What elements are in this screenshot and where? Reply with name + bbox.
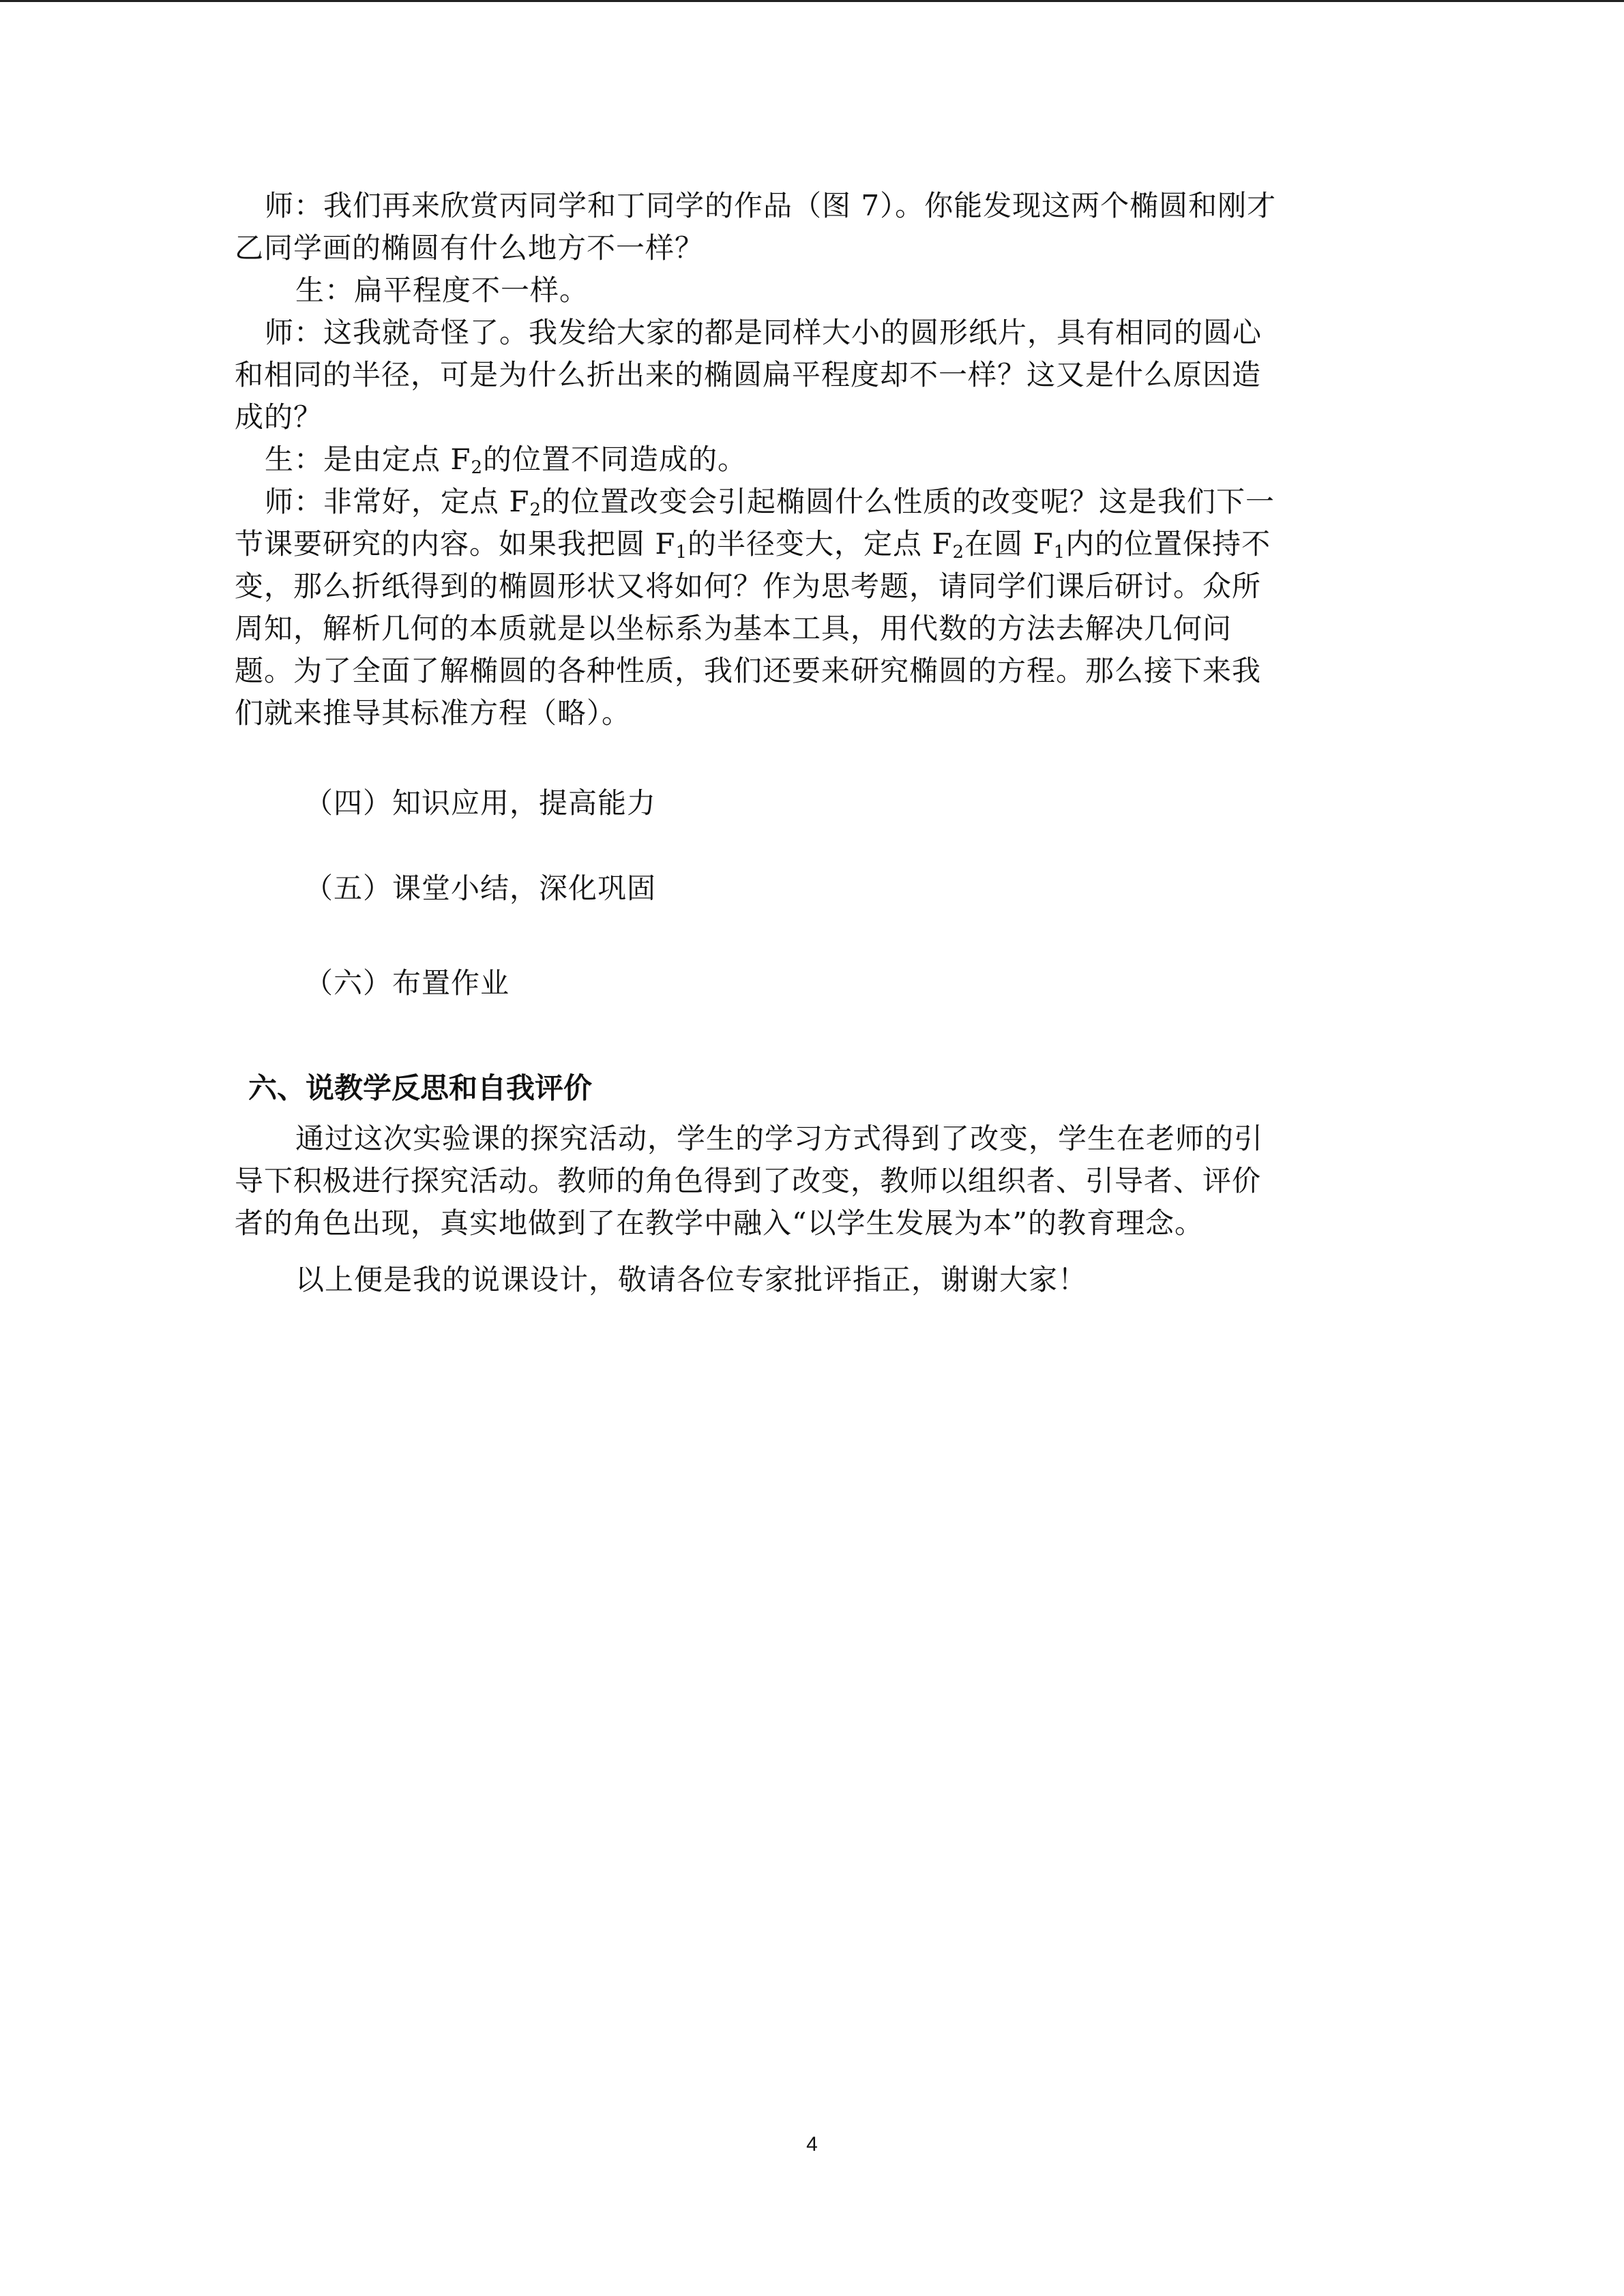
- paragraph-line: 生：扁平程度不一样。: [295, 273, 589, 307]
- page-number: 4: [806, 2133, 818, 2156]
- paragraph-line: 师：我们再来欣赏丙同学和丁同学的作品（图 7）。你能发现这两个椭圆和刚才: [265, 189, 1277, 222]
- paragraph-line: 和相同的半径，可是为什么折出来的椭圆扁平程度却不一样？这又是什么原因造: [235, 358, 1262, 391]
- paragraph-line: 以上便是我的说课设计，敬请各位专家批评指正，谢谢大家！: [295, 1263, 1088, 1296]
- paragraph-line: 题。为了全面了解椭圆的各种性质，我们还要来研究椭圆的方程。那么接下来我: [235, 654, 1262, 687]
- paragraph-line: 通过这次实验课的探究活动，学生的学习方式得到了改变，学生在老师的引: [295, 1122, 1264, 1155]
- paragraph-line: 变，那么折纸得到的椭圆形状又将如何？作为思考题，请同学们课后研讨。众所: [235, 569, 1262, 603]
- paragraph-line: 者的角色出现，真实地做到了在教学中融入“以学生发展为本”的教育理念。: [235, 1206, 1204, 1240]
- paragraph-line: 节课要研究的内容。如果我把圆 $F_1$的半径变大，定点 $F_2$在圆 $F_1$内的位置保持不: [235, 527, 1271, 563]
- paragraph-line: 师：非常好，定点 $F_2$的位置改变会引起椭圆什么性质的改变呢？这是我们下一: [265, 485, 1275, 520]
- paragraph-line: 成的？: [235, 400, 323, 434]
- paragraph-line: 师：这我就奇怪了。我发给大家的都是同样大小的圆形纸片，具有相同的圆心: [265, 316, 1263, 349]
- paragraph-line: 生：是由定点 $F_2$的位置不同造成的。: [265, 443, 748, 478]
- step-heading: （五）课堂小结，深化巩固: [304, 871, 657, 905]
- paragraph-line: 周知，解析几何的本质就是以坐标系为基本工具，用代数的方法去解决几何问: [235, 612, 1232, 645]
- step-heading: （六）布置作业: [304, 966, 510, 1000]
- section-heading: 六、说教学反思和自我评价: [248, 1071, 593, 1105]
- paragraph-line: 们就来推导其标准方程（略）。: [235, 696, 632, 730]
- step-heading: （四）知识应用，提高能力: [304, 786, 657, 820]
- top-border: [0, 0, 1624, 2]
- paragraph-line: 乙同学画的椭圆有什么地方不一样？: [235, 231, 705, 265]
- paragraph-line: 导下积极进行探究活动。教师的角色得到了改变，教师以组织者、引导者、评价: [235, 1164, 1262, 1197]
